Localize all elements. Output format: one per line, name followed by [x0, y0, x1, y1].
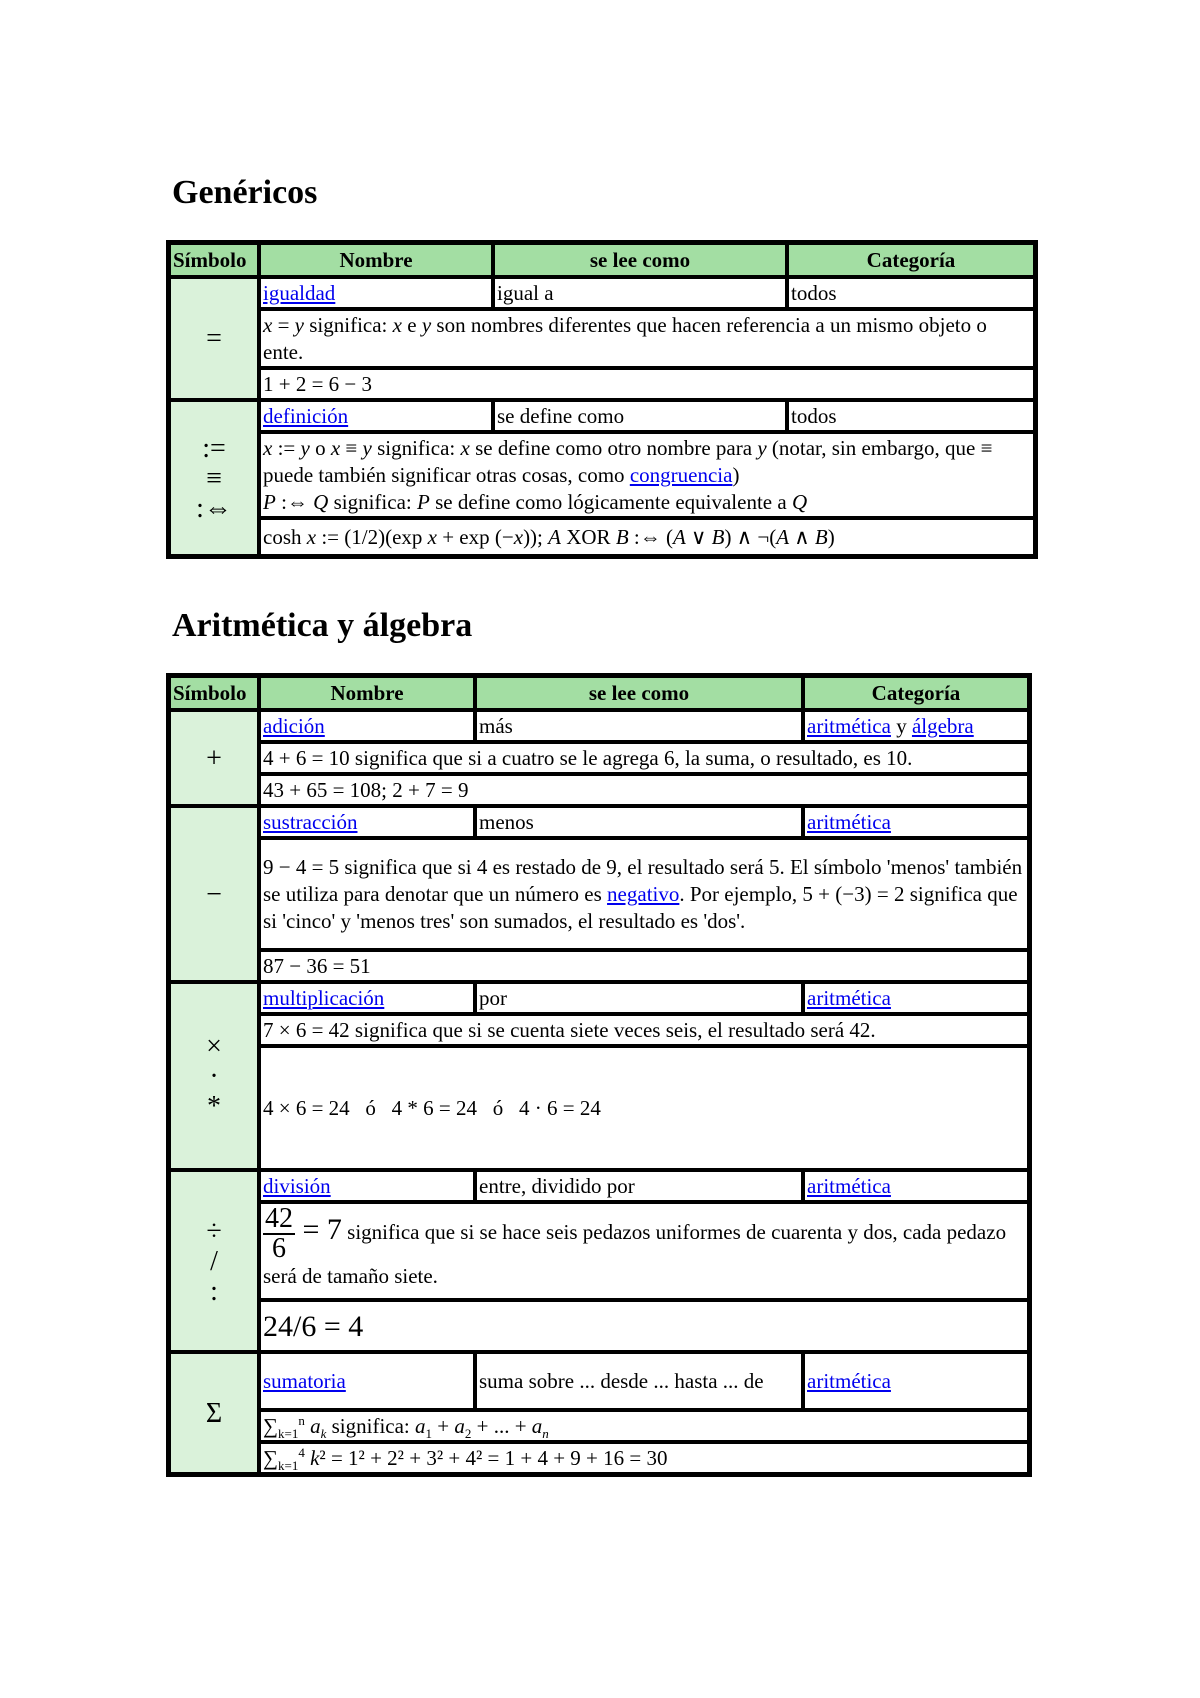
- table-header-row: [169, 243, 1035, 277]
- reads-cell: se define como: [493, 400, 787, 432]
- symbol-cell-definition: [169, 400, 259, 556]
- aritmetica-table: [166, 673, 1032, 1477]
- link-definicion[interactable]: definición: [263, 404, 349, 428]
- header-simbolo: Símbolo: [169, 243, 259, 277]
- example-cell: 1 + 2 = 6 − 3: [259, 368, 1035, 400]
- table-row: [169, 1442, 1029, 1474]
- name-cell: [259, 710, 475, 742]
- table-row: [169, 710, 1029, 742]
- symbol-colon-iff: :⇔: [196, 492, 232, 524]
- symbol-cell-equals: =: [169, 277, 259, 400]
- link-aritmetica[interactable]: aritmética: [807, 1174, 891, 1198]
- category-cell: aritmética y álgebra: [803, 710, 1029, 742]
- reads-cell: más: [475, 710, 803, 742]
- name-cell: [259, 982, 475, 1014]
- category-cell: [803, 1170, 1029, 1202]
- link-adicion[interactable]: adición: [263, 714, 325, 738]
- table-row: [169, 309, 1035, 368]
- description-cell: 4 + 6 = 10 significa que si a cuatro se le agrega 6, la suma, o resultado, es 10.: [259, 742, 1029, 774]
- header-categoria: Categoría: [787, 243, 1035, 277]
- link-negativo[interactable]: negativo: [607, 882, 680, 906]
- table-row: [169, 806, 1029, 838]
- example-cell: 87 − 36 = 51: [259, 950, 1029, 982]
- category-cell: todos: [787, 400, 1035, 432]
- table-row: [169, 1300, 1029, 1352]
- table-row: [169, 368, 1035, 400]
- category-cell: [803, 982, 1029, 1014]
- table-row: [169, 1202, 1029, 1300]
- symbol-cell-minus: −: [169, 806, 259, 982]
- link-algebra[interactable]: álgebra: [911, 714, 974, 738]
- header-categoria: Categoría: [803, 676, 1029, 710]
- table-row: [169, 1014, 1029, 1046]
- reads-cell: suma sobre ... desde ... hasta ... de: [475, 1352, 803, 1410]
- link-aritmetica[interactable]: aritmética: [807, 1369, 891, 1393]
- symbol-asterisk: *: [207, 1090, 221, 1122]
- example-cell: 24/6 = 4: [259, 1300, 1029, 1352]
- link-multiplicacion[interactable]: multiplicación: [263, 986, 385, 1010]
- category-cell: [803, 806, 1029, 838]
- genericos-table: [166, 240, 1038, 559]
- description-cell: $\frac{42}{6}$ = 7 significa que si se hace seis pedazos uniformes de cuarenta y dos, cada pedazo será de tamaño siete.: [259, 1202, 1029, 1300]
- example-cell: 4 × 6 = 24 ó 4 * 6 = 24 ó 4 · 6 = 24: [259, 1046, 1029, 1170]
- name-cell: [259, 806, 475, 838]
- reads-cell: entre, dividido por: [475, 1170, 803, 1202]
- symbol-times: ×: [206, 1030, 222, 1062]
- table-row: [169, 1410, 1029, 1442]
- description-cell: x = y significa: x e y son nombres diferentes que hacen referencia a un mismo objeto o ente.: [259, 309, 1035, 368]
- example-cell: cosh x := (1/2)(exp x + exp (−x)); A XOR B :⇔ (A ∨ B) ∧ ¬(A ∧ B): [259, 518, 1035, 556]
- name-cell: [259, 277, 493, 309]
- table-header-row: [169, 676, 1029, 710]
- example-cell: $\sum_{k=1}^4$ k² = 1² + 2² + 3² + 4² = 1 + 4 + 9 + 16 = 30: [259, 1442, 1029, 1474]
- link-igualdad[interactable]: igualdad: [263, 281, 336, 305]
- fraction: $\frac{42}{6}$: [265, 1203, 293, 1264]
- symbol-cell-divide: [169, 1170, 259, 1352]
- symbol-slash: /: [210, 1245, 218, 1277]
- symbol-colon-equals: :=: [202, 432, 226, 464]
- link-congruencia[interactable]: congruencia: [629, 463, 733, 487]
- link-sustraccion[interactable]: sustracción: [263, 810, 358, 834]
- table-row: [169, 774, 1029, 806]
- table-row: [169, 742, 1029, 774]
- name-cell: [259, 1352, 475, 1410]
- header-simbolo: Símbolo: [169, 676, 259, 710]
- table-row: [169, 950, 1029, 982]
- table-row: [169, 838, 1029, 950]
- symbol-cell-sigma: Σ: [169, 1352, 259, 1474]
- symbol-cell-multiply: [169, 982, 259, 1170]
- reads-cell: por: [475, 982, 803, 1014]
- description-cell: 9 − 4 = 5 significa que si 4 es restado de 9, el resultado será 5. El símbolo 'menos' también se utiliza para denotar que un número es negativo. Por ejemplo, 5 + (−3) = 2 significa que si 'cinco' y 'menos tres' son sumados, el resultado es 'dos'.: [259, 838, 1029, 950]
- description-cell: x := y o x ≡ y significa: x se define como otro nombre para y (notar, sin embargo, que ≡ puede también significar otras cosas, como congruencia) P :⇔ Q significa: P se define como lógicamente equivalente a Q: [259, 432, 1035, 518]
- section-title-aritmetica: Aritmética y álgebra: [172, 607, 473, 644]
- table-row: [169, 982, 1029, 1014]
- category-cell: todos: [787, 277, 1035, 309]
- name-cell: [259, 400, 493, 432]
- example-cell: 43 + 65 = 108; 2 + 7 = 9: [259, 774, 1029, 806]
- symbol-obelus: ÷: [206, 1215, 222, 1247]
- symbol-identical: ≡: [206, 462, 222, 494]
- link-aritmetica[interactable]: aritmética: [807, 714, 891, 738]
- table-row: [169, 1352, 1029, 1410]
- reads-cell: igual a: [493, 277, 787, 309]
- link-sumatoria[interactable]: sumatoria: [263, 1369, 346, 1393]
- header-nombre: Nombre: [259, 243, 493, 277]
- link-aritmetica[interactable]: aritmética: [807, 810, 891, 834]
- category-cell: [803, 1352, 1029, 1410]
- description-cell: $\sum_{k=1}^n$ $a_k$ significa: $a_1 + a_2$ + ... + $a_n$: [259, 1410, 1029, 1442]
- table-row: [169, 432, 1035, 518]
- header-nombre: Nombre: [259, 676, 475, 710]
- table-row: [169, 1046, 1029, 1170]
- table-row: [169, 518, 1035, 556]
- name-cell: [259, 1170, 475, 1202]
- header-se-lee-como: se lee como: [493, 243, 787, 277]
- symbol-dot: ·: [209, 1060, 219, 1092]
- link-aritmetica[interactable]: aritmética: [807, 986, 891, 1010]
- symbol-colon: :: [210, 1275, 218, 1307]
- section-title-genericos: Genéricos: [172, 174, 318, 211]
- table-row: [169, 277, 1035, 309]
- reads-cell: menos: [475, 806, 803, 838]
- table-row: [169, 400, 1035, 432]
- description-cell: 7 × 6 = 42 significa que si se cuenta siete veces seis, el resultado será 42.: [259, 1014, 1029, 1046]
- table-row: [169, 1170, 1029, 1202]
- header-se-lee-como: se lee como: [475, 676, 803, 710]
- link-division[interactable]: división: [263, 1174, 331, 1198]
- symbol-cell-plus: +: [169, 710, 259, 806]
